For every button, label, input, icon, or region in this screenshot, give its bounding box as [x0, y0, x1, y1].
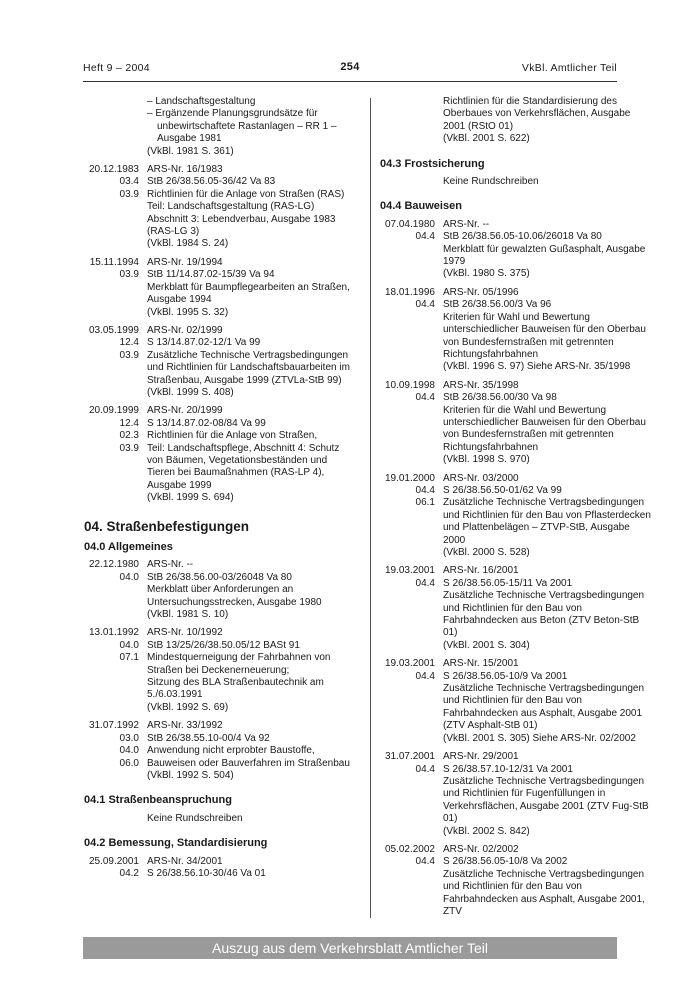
- entry-line: ARS-Nr. 16/2001: [443, 565, 519, 577]
- intro-line: (VkBl. 1981 S. 361): [147, 145, 234, 157]
- entry-line: Zusätzliche Technische Vertragsbedingungen und Richtlinien für den Bau von Pflasterdecken und Plattenbelägen – ZTVP-StB, Ausgabe 2000: [443, 497, 651, 546]
- entry-date-code: 20.12.1983: [88, 164, 139, 176]
- entry-date-code: 03.4: [119, 176, 139, 188]
- entry-text: [443, 287, 653, 374]
- circular-entry: [84, 405, 356, 504]
- section-heading: 04.4 Bauweisen: [380, 200, 462, 213]
- entry-line: S 13/14.87.02-12/1 Va 99: [147, 337, 261, 349]
- entry-line: StB 26/38.56.00/3 Va 96: [443, 299, 552, 311]
- entry-line: Anwendung nicht erprobter Baustoffe, Bauweisen oder Bauverfahren im Straßenbau: [147, 745, 350, 769]
- entry-date-code: 04.2: [119, 867, 139, 879]
- entry-line: (VkBl. 1992 S. 504): [147, 769, 234, 781]
- entry-line: (VkBl. 2000 S. 528): [443, 547, 530, 558]
- page-header: [83, 58, 617, 78]
- entry-dates: [380, 380, 435, 467]
- entry-dates: [380, 473, 435, 560]
- entry-date-code: 04.4: [415, 231, 435, 243]
- entry-date-code: 12.4: [119, 417, 139, 429]
- entry-line: (VkBl. 1996 S. 97) Siehe ARS-Nr. 35/1998: [443, 361, 631, 373]
- column-divider: [370, 98, 371, 918]
- entry-line: Merkblatt über Anforderungen an Untersuchungsstrecken, Ausgabe 1980: [147, 584, 322, 608]
- entry-dates: [380, 751, 435, 838]
- entry-text: [443, 658, 653, 745]
- entry-dates: [84, 559, 139, 621]
- entry-line: ARS-Nr. 10/1992: [147, 627, 223, 639]
- entry-line: S 26/38.57.10-12/31 Va 2001: [443, 763, 573, 775]
- entry-line: S 26/38.56.05-10/9 Va 2001: [443, 670, 568, 682]
- entry-line: Zusätzliche Technische Vertragsbedingungen und Richtlinien für den Bau von Fahrbahndecken aus Beton (ZTV Beton-StB 01): [443, 590, 645, 639]
- section-heading: 04.0 Allgemeines: [84, 541, 173, 553]
- entry-date-code: 12.4: [119, 337, 139, 349]
- entry-text: [443, 565, 653, 652]
- entry-dates: [84, 720, 139, 782]
- header-divider: [83, 81, 617, 82]
- circular-entry: [84, 325, 356, 399]
- entry-line: ARS-Nr. 29/2001: [443, 751, 519, 763]
- entry-text: [147, 720, 356, 782]
- entry-date-code: 18.01.1996: [384, 286, 435, 298]
- left-column: [84, 96, 356, 886]
- entry-line: ARS-Nr. 19/1994: [147, 256, 223, 268]
- entry-date-code: 07.04.1980: [384, 218, 435, 230]
- entry-line: S 26/38.56.05-10/8 Va 2002: [443, 856, 568, 868]
- intro-block: [84, 96, 356, 158]
- page-number: 254: [340, 61, 360, 73]
- entry-text: [147, 257, 356, 319]
- circular-entry: [380, 380, 653, 467]
- entry-dates: [84, 164, 139, 251]
- entry-line: ARS-Nr. 16/1983: [147, 164, 223, 176]
- entry-line: (VkBl. 1980 S. 375): [443, 268, 530, 280]
- entry-dates: [84, 325, 139, 399]
- entry-date-code: 04.4: [415, 577, 435, 589]
- entry-line: (VkBl. 1992 S. 69): [147, 701, 229, 713]
- entry-line: Kriterien für die Wahl und Bewertung unterschiedlicher Bauweisen für den Oberbau von Bundesfernstraßen mit getrennten Richtungsfahrbahnen: [443, 404, 646, 453]
- entry-date-code: 13.01.1992: [88, 627, 139, 639]
- entry-line: ARS-Nr. 02/1999: [147, 324, 223, 336]
- entry-dates: [380, 844, 435, 918]
- entry-date-code: 10.09.1998: [384, 379, 435, 391]
- entry-line: StB 26/38.55.10-00/4 Va 92: [147, 732, 270, 744]
- entry-line: ARS-Nr. --: [147, 559, 194, 571]
- continued-entry: [380, 96, 653, 146]
- entry-line: Zusätzliche Technische Vertragsbedingungen und Richtlinien für Landschaftsbauarbeiten im Straßenbau, Ausgabe 1999 (ZTVLa-StB 99): [147, 349, 350, 386]
- circular-entry: [84, 856, 356, 881]
- entries-landscape: [84, 164, 356, 505]
- entry-line: StB 26/38.56.05-10.06/26018 Va 80: [443, 231, 602, 243]
- entry-line: Zusätzliche Technische Vertragsbedingungen und Richtlinien für den Bau von Fahrbahndecken aus Asphalt, Ausgabe 2001, ZTV: [443, 868, 645, 917]
- entry-line: (VkBl. 1984 S. 24): [147, 238, 229, 250]
- entry-line: Mindestquerneigung der Fahrbahnen von Straßen bei Deckenerneuerung;: [147, 652, 331, 676]
- entry-date-code: 03.9: [119, 188, 139, 200]
- entry-date-code: 04.0: [119, 571, 139, 583]
- entry-date-code: 04.0: [119, 745, 139, 757]
- entry-dates: [380, 287, 435, 374]
- entries-general: [84, 559, 356, 782]
- section-heading: 04.3 Frostsicherung: [380, 157, 485, 170]
- entry-line: StB 26/38.56.05-36/42 Va 83: [147, 176, 276, 188]
- entry-date-code: 19.03.2001: [384, 565, 435, 577]
- entry-line: ARS-Nr. 15/2001: [443, 658, 519, 670]
- entry-line: (VkBl. 2001 S. 304): [443, 639, 530, 651]
- entry-line: ARS-Nr. 33/1992: [147, 720, 223, 732]
- entry-text: [443, 473, 653, 560]
- entry-line: ARS-Nr. 02/2002: [443, 843, 519, 855]
- entry-line: Merkblatt für Baumpflegearbeiten an Straßen, Ausgabe 1994: [147, 281, 350, 306]
- footer-banner: Auszug aus dem Verkehrsblatt Amtlicher Teil: [83, 937, 617, 959]
- circular-entry: [380, 751, 653, 838]
- entry-text: [443, 844, 653, 918]
- entry-date-code: 31.07.1992: [88, 720, 139, 732]
- entry-line: ARS-Nr. 05/1996: [443, 286, 519, 298]
- entry-date-code: 15.11.1994: [89, 256, 139, 268]
- entry-line: S 26/38.56.10-30/46 Va 01: [147, 867, 266, 879]
- entry-text: [443, 751, 653, 838]
- entry-dates: [84, 856, 139, 881]
- entries-dimensioning: [84, 856, 356, 881]
- entry-date-code: 02.3: [119, 430, 139, 442]
- entry-text: [147, 164, 356, 251]
- entry-line: (VkBl. 1981 S. 10): [147, 609, 229, 621]
- entry-date-code: 04.4: [415, 856, 435, 868]
- entry-line: Zusätzliche Technische Vertragsbedingungen und Richtlinien für den Bau von Fahrbahndecken aus Asphalt, Ausgabe 2001 (ZTV Asphalt-StB 01): [443, 683, 645, 732]
- chapter-heading: 04. Straßenbefestigungen: [84, 518, 250, 534]
- circular-entry: [84, 559, 356, 621]
- entry-date-code: 03.9: [119, 349, 139, 361]
- circular-entry: [380, 658, 653, 745]
- entry-text: [443, 380, 653, 467]
- entry-dates: [84, 627, 139, 714]
- entry-text: [147, 559, 356, 621]
- entry-line: S 26/38.56.05-15/11 Va 2001: [443, 577, 573, 589]
- intro-line: – Landschaftsgestaltung: [147, 96, 256, 107]
- entry-date-code: 06.0: [119, 757, 139, 769]
- entry-date-code: 06.1: [415, 497, 435, 509]
- entry-text: [147, 627, 356, 714]
- entry-line: (VkBl. 1998 S. 970): [443, 454, 530, 466]
- circular-entry: [380, 287, 653, 374]
- right-column: [380, 96, 653, 924]
- entry-text: [147, 405, 356, 504]
- entry-line: Richtlinien für die Anlage von Straßen,: [147, 430, 318, 442]
- entry-dates: [380, 219, 435, 281]
- circular-entry: [380, 565, 653, 652]
- entry-line: StB 26/38.56.00-03/26048 Va 80: [147, 571, 292, 583]
- entry-date-code: 03.05.1999: [88, 324, 139, 336]
- entry-date-code: 04.0: [119, 639, 139, 651]
- entry-dates: [380, 565, 435, 652]
- entry-dates: [84, 405, 139, 504]
- entry-text: [443, 219, 653, 281]
- no-circulars-note: Keine Rundschreiben: [147, 812, 243, 824]
- entry-date-code: 19.01.2000: [384, 472, 435, 484]
- entry-line: S 13/14.87.02-08/84 Va 99: [147, 417, 266, 429]
- entry-line: S 26/38.56.50-01/62 Va 99: [443, 484, 562, 496]
- entry-date-code: 04.4: [415, 670, 435, 682]
- section-heading: 04.2 Bemessung, Standardisierung: [84, 837, 268, 850]
- intro-line: – Ergänzende Planungsgrundsätze für unbewirtschaftete Rastanlagen – RR 1 – Ausgabe 1981: [147, 108, 337, 145]
- entry-line: (VkBl. 1995 S. 32): [147, 306, 229, 318]
- entry-line: Zusätzliche Technische Vertragsbedingungen und Richtlinien für Fugenfüllungen in Verkehrsflächen, Ausgabe 2001 (ZTV Fug-StB 01): [443, 775, 649, 825]
- issue-label: Heft 9 – 2004: [83, 62, 150, 74]
- entry-date-code: 03.9: [119, 442, 139, 454]
- entry-date-code: 22.12.1980: [88, 559, 139, 571]
- entry-date-code: 03.0: [119, 732, 139, 744]
- entry-date-code: 31.07.2001: [384, 751, 435, 763]
- entry-line: ARS-Nr. 03/2000: [443, 472, 519, 484]
- entry-date-code: 04.4: [415, 299, 435, 311]
- entry-line: (VkBl. 1999 S. 408): [147, 386, 234, 398]
- entry-line: (VkBl. 2001 S. 622): [443, 133, 530, 145]
- entry-line: Richtlinien für die Standardisierung des Oberbaues von Verkehrsflächen, Ausgabe 2001 (RStO 01): [443, 96, 631, 132]
- circular-entry: [380, 219, 653, 281]
- entry-line: Merkblatt für gewalzten Gußasphalt, Ausgabe 1979: [443, 243, 646, 268]
- journal-label: VkBl. Amtlicher Teil: [521, 62, 617, 74]
- entry-text: [147, 856, 356, 881]
- entry-line: Teil: Landschaftspflege, Abschnitt 4: Schutz von Bäumen, Vegetationsbeständen und Tieren bei Baumaßnahmen (RAS-LP 4), Ausgabe 1999: [147, 442, 340, 491]
- circular-entry: [380, 473, 653, 560]
- entry-line: (VkBl. 2001 S. 305) Siehe ARS-Nr. 02/2002: [443, 732, 636, 744]
- entry-date-code: 04.4: [415, 763, 435, 775]
- entry-dates: [84, 257, 139, 319]
- entry-line: (VkBl. 2002 S. 842): [443, 825, 530, 837]
- circular-entry: [380, 844, 653, 918]
- entry-date-code: 20.09.1999: [88, 405, 139, 417]
- entry-line: ARS-Nr. 35/1998: [443, 379, 519, 391]
- entry-line: ARS-Nr. 34/2001: [147, 855, 223, 867]
- entry-date-code: 25.09.2001: [88, 855, 139, 867]
- circular-entry: [84, 720, 356, 782]
- circular-entry: [84, 164, 356, 251]
- circular-entry: [84, 257, 356, 319]
- entry-line: ARS-Nr. --: [443, 218, 490, 230]
- entry-date-code: 07.1: [119, 652, 139, 664]
- circular-entry: [84, 627, 356, 714]
- entry-line: StB 13/25/26/38.50.05/12 BASt 91: [147, 639, 300, 651]
- no-circulars-note: Keine Rundschreiben: [443, 176, 539, 188]
- entry-line: StB 26/38.56.00/30 Va 98: [443, 392, 557, 404]
- entry-line: StB 11/14.87.02-15/39 Va 94: [147, 269, 275, 281]
- entry-line: Kriterien für Wahl und Bewertung unterschiedlicher Bauweisen für den Oberbau von Bundesfernstraßen mit getrennten Richtungsfahrbahnen: [443, 311, 646, 360]
- entries-construction: [380, 219, 653, 919]
- entry-line: (VkBl. 1999 S. 694): [147, 492, 234, 504]
- section-heading: 04.1 Straßenbeanspruchung: [84, 794, 232, 807]
- entry-date-code: 19.03.2001: [384, 658, 435, 670]
- entry-line: Sitzung des BLA Straßenbautechnik am 5./6.03.1991: [147, 677, 324, 701]
- entry-line: Richtlinien für die Anlage von Straßen (RAS) Teil: Landschaftsgestaltung (RAS-LG) Abschnitt 3: Lebendverbau, Ausgabe 1983 (RAS-LG 3): [147, 188, 345, 238]
- entry-text: [147, 325, 356, 399]
- entry-date-code: 04.4: [415, 392, 435, 404]
- entry-dates: [380, 658, 435, 745]
- entry-date-code: 03.9: [119, 269, 139, 281]
- entry-date-code: 05.02.2002: [384, 843, 435, 855]
- entry-line: ARS-Nr. 20/1999: [147, 405, 223, 417]
- entry-date-code: 04.4: [415, 484, 435, 496]
